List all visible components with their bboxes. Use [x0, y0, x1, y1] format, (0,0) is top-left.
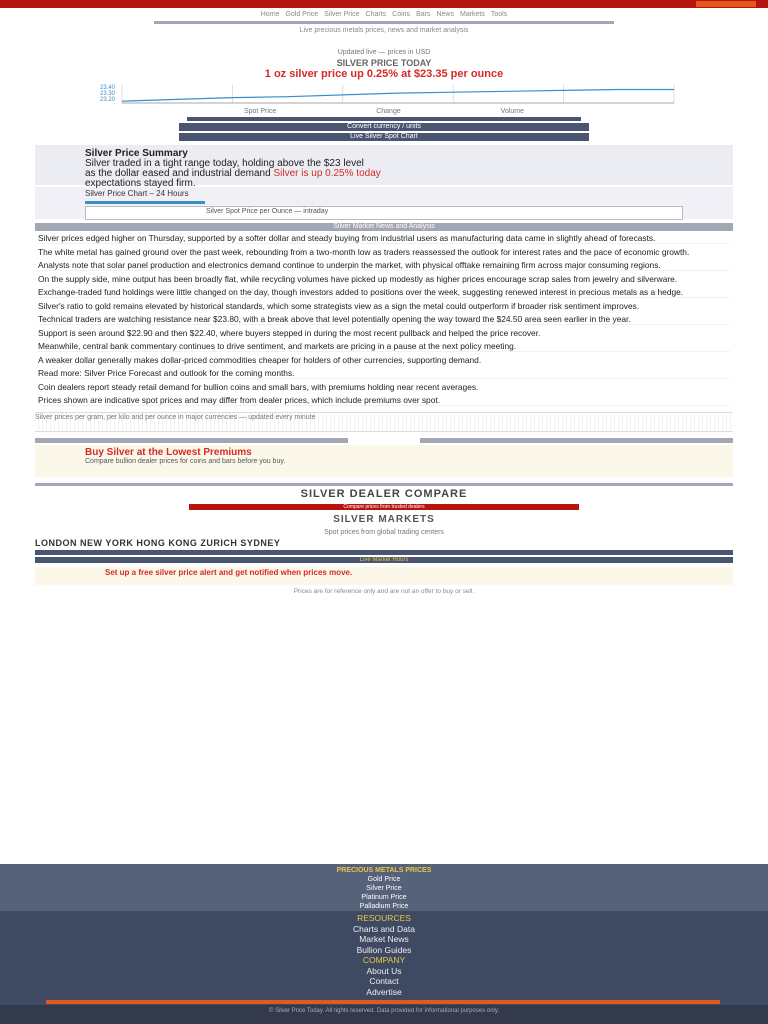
price-alert-banner[interactable]: Set up a free silver price alert and get notified when prices move.: [35, 567, 733, 585]
menu-item[interactable]: Bars: [416, 11, 431, 18]
convert-bar: [187, 117, 581, 121]
footer-price-link[interactable]: Palladium Price: [359, 903, 409, 910]
menu-item[interactable]: Gold Price: [285, 11, 319, 18]
article-paragraph: Support is seen around $22.90 and then $22.40, where buyers stepped in during the most recent pullback and helped the price recover.: [38, 328, 541, 338]
summary-heading: Silver Price Summary: [85, 148, 188, 159]
chart-footer-label: Volume: [500, 108, 525, 115]
dealer-promo[interactable]: [35, 445, 733, 477]
live-chart-button[interactable]: Live Silver Spot Chart: [179, 133, 589, 141]
promo-title: Buy Silver at the Lowest Premiums: [85, 447, 252, 458]
article-paragraph: A weaker dollar generally makes dollar-priced commodities cheaper for holders of other currencies, supporting demand.: [38, 355, 482, 365]
article-paragraph: Prices shown are indicative spot prices and may differ from dealer prices, which include premiums over spot.: [38, 395, 730, 406]
news-section-bar: Silver Market News and Analysis: [35, 223, 733, 231]
footer-heading: PRECIOUS METALS PRICES: [336, 867, 432, 874]
divider-pair: [35, 438, 733, 443]
news-article: [38, 233, 730, 406]
chart-footer-label: Spot Price: [243, 108, 277, 115]
footer-section-title: COMPANY: [362, 955, 406, 965]
main-menu: [0, 10, 768, 19]
promo-text: Compare bullion dealer prices for coins and bars before you buy.: [85, 458, 286, 465]
divider-left: [35, 438, 348, 443]
y-tick-label: 23.30: [100, 91, 116, 97]
y-tick-label: 23.20: [100, 97, 116, 103]
menu-item[interactable]: Tools: [490, 11, 508, 18]
article-paragraph: Meanwhile, central bank commentary continues to drive sentiment, and markets are pricing in a pause at the next policy meeting.: [38, 341, 730, 352]
article-paragraph: Coin dealers report steady retail demand for bullion coins and small bars, with premiums holding near recent averages.: [38, 382, 479, 392]
summary-line-2: as the dollar eased and industrial demand: [85, 168, 271, 179]
site-footer: [0, 864, 768, 1024]
footer-sections: [0, 911, 768, 997]
disclaimer: Prices are for reference only and are not an offer to buy or sell.: [293, 588, 475, 595]
divider-right: [420, 438, 733, 443]
mini-chart-svg: [74, 82, 694, 106]
footer-price-link[interactable]: Silver Price: [366, 885, 402, 892]
footer-link[interactable]: Market News: [359, 934, 409, 944]
article-paragraph: Exchange-traded fund holdings were little changed on the day, though investors added to positions over the week, suggesting renewed interest in precious metals as a hedge.: [38, 287, 730, 298]
markets-strip: [35, 550, 733, 555]
article-paragraph: Silver prices edged higher on Thursday, supported by a softer dollar and steady buying from industrial users as manufacturing data came in slightly ahead of forecasts.: [38, 233, 730, 244]
ticker-headline: 1 oz silver price up 0.25% at $23.35 per ounce: [264, 68, 504, 80]
markets-subtitle: Spot prices from global trading centers: [324, 529, 444, 536]
article-paragraph: On the supply side, mine output has been broadly flat, while recycling volumes have picked up modestly as higher prices encourage scrap sales from jewelry and silverware.: [38, 274, 678, 284]
chart-panel-caption: Silver Spot Price per Ounce — intraday: [85, 206, 683, 220]
chart-footer: [194, 108, 574, 115]
y-tick-label: 23.40: [100, 85, 116, 91]
compare-button[interactable]: Compare prices from trusted dealers: [189, 504, 579, 510]
menu-item[interactable]: Home: [260, 11, 280, 18]
footer-price-link[interactable]: Gold Price: [367, 876, 401, 883]
markets-row: LONDON NEW YORK HONG KONG ZURICH SYDNEY: [35, 538, 281, 548]
footer-link[interactable]: About Us: [366, 965, 402, 976]
menu-item[interactable]: Charts: [365, 11, 387, 18]
article-paragraph: Analysts note that solar panel production and electronics demand continue to underpin the market, with physical offtake remaining firm across major consuming regions.: [38, 260, 730, 271]
menu-item[interactable]: News: [436, 11, 454, 18]
article-paragraph: Silver's ratio to gold remains elevated by historical standards, which some strategists view as a sign the metal could outperform if broader risk sentiment improves.: [38, 301, 640, 311]
chart-panel-accent: [85, 201, 205, 204]
article-paragraph: The white metal has gained ground over the past week, rebounding from a two-month low as traders reassessed the outlook for interest rates and the pace of economic growth.: [38, 247, 690, 257]
summary-highlight: Silver is up 0.25% today: [273, 168, 381, 179]
footer-accent-bar: [46, 1000, 720, 1004]
footer-price-link[interactable]: Platinum Price: [361, 894, 407, 901]
market-hours-strip: Live Market Hours: [35, 557, 733, 563]
menu-item[interactable]: Coins: [392, 11, 411, 18]
article-paragraph: Technical traders are watching resistance near $23.80, with a break above that level potentially opening the way toward the $24.50 area seen earlier in the year.: [38, 314, 730, 325]
convert-button[interactable]: Convert currency / units: [179, 123, 589, 131]
price-subhead: Updated live — prices in USD: [337, 49, 431, 56]
summary-line-3: expectations stayed firm.: [85, 178, 196, 189]
site-tagline: Live precious metals prices, news and market analysis: [299, 27, 469, 34]
chart-footer-label: Change: [376, 108, 401, 115]
nav-divider: [154, 21, 614, 24]
chart-panel: [35, 187, 733, 219]
price-table-band: Silver prices per gram, per kilo and per ounce in major currencies — updated every minute: [35, 412, 733, 432]
top-bar: [0, 0, 768, 8]
chart-panel-title: Silver Price Chart – 24 Hours: [85, 189, 189, 198]
footer-section-title: RESOURCES: [357, 913, 411, 923]
footer-copyright: © Silver Price Today. All rights reserved. Data provided for informational purposes only.: [0, 1005, 768, 1024]
markets-title: SILVER MARKETS: [333, 514, 435, 525]
intraday-mini-chart: [74, 82, 694, 106]
join-button[interactable]: [696, 1, 756, 7]
article-paragraph: Read more: Silver Price Forecast and outlook for the coming months.: [38, 368, 730, 379]
footer-link[interactable]: Contact: [369, 976, 399, 986]
footer-link[interactable]: Bullion Guides: [356, 944, 412, 955]
summary-panel: [35, 145, 733, 189]
price-line: [122, 90, 674, 102]
menu-item[interactable]: Silver Price: [324, 11, 360, 18]
ticker-name: SILVER PRICE TODAY: [336, 58, 432, 68]
menu-item[interactable]: Markets: [459, 11, 485, 18]
compare-title: SILVER DEALER COMPARE: [35, 483, 733, 500]
footer-link[interactable]: Charts and Data: [353, 923, 415, 934]
footer-prices: [0, 864, 768, 911]
top-navigation: [0, 8, 768, 35]
footer-price-links: [0, 875, 768, 911]
summary-line-1: Silver traded in a tight range today, holding above the $23 level: [85, 158, 364, 169]
footer-link[interactable]: Advertise: [366, 986, 402, 997]
